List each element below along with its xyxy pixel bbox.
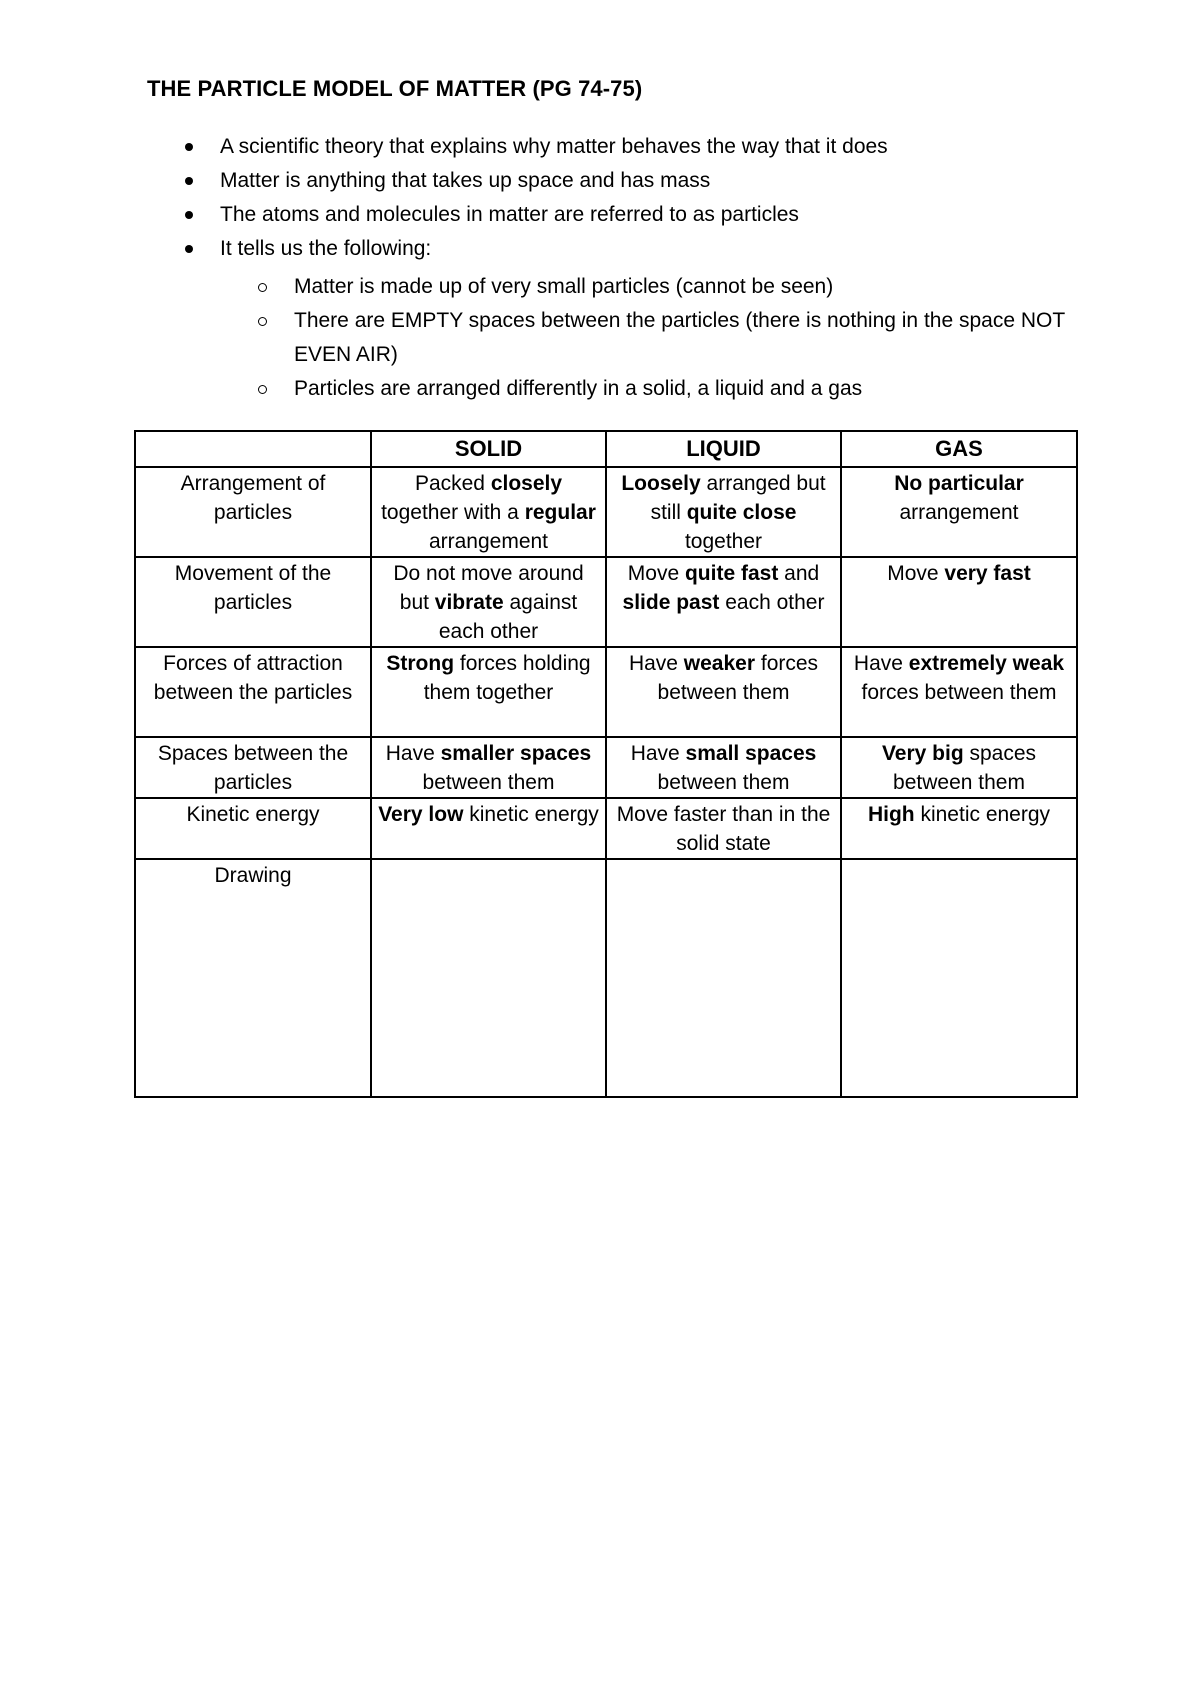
table-row bbox=[135, 647, 1077, 737]
cell-gas bbox=[841, 647, 1077, 737]
hollow-bullet-icon bbox=[258, 283, 267, 292]
table-row bbox=[135, 467, 1077, 557]
cell-solid bbox=[371, 647, 606, 737]
table-row bbox=[135, 798, 1077, 859]
cell-gas bbox=[841, 557, 1077, 647]
sub-bullet-list bbox=[258, 270, 1074, 406]
hollow-bullet-icon bbox=[258, 317, 267, 326]
bullet-item bbox=[186, 198, 888, 232]
bold-text: Very low bbox=[378, 803, 464, 826]
cell-text: arrangement bbox=[899, 501, 1019, 524]
cell-text: Have bbox=[628, 652, 684, 675]
bold-text: vibrate bbox=[434, 591, 504, 614]
sub-bullet-item bbox=[258, 372, 1074, 406]
bullet-text: Matter is anything that takes up space and has mass bbox=[220, 169, 711, 192]
bullet-item bbox=[186, 232, 888, 266]
cell-text: against each other bbox=[438, 591, 578, 643]
row-label-cell: Forces of attraction between the particles bbox=[135, 647, 371, 737]
cell-text: each other bbox=[719, 591, 825, 614]
cell-text: spaces between them bbox=[893, 742, 1037, 794]
cell-text: arrangement bbox=[428, 530, 549, 553]
bullet-text: A scientific theory that explains why matter behaves the way that it does bbox=[220, 135, 888, 158]
row-label-cell: Arrangement of particles bbox=[135, 467, 371, 557]
bullet-icon bbox=[185, 245, 193, 253]
bold-text: No particular bbox=[894, 472, 1024, 495]
header-cell-empty bbox=[135, 431, 371, 467]
table-header-row bbox=[135, 431, 1077, 467]
bullet-icon bbox=[185, 143, 193, 151]
bold-text: Strong bbox=[386, 652, 455, 675]
cell-liquid bbox=[606, 467, 841, 557]
bold-text: quite close bbox=[686, 501, 797, 524]
cell-text: forces between them bbox=[861, 681, 1057, 704]
sub-bullet-item bbox=[258, 270, 1074, 304]
bold-text: extremely weak bbox=[908, 652, 1065, 675]
row-label-cell: Movement of the particles bbox=[135, 557, 371, 647]
cell-solid bbox=[371, 798, 606, 859]
cell-gas bbox=[841, 467, 1077, 557]
bullet-text: The atoms and molecules in matter are referred to as particles bbox=[220, 203, 799, 226]
table-row bbox=[135, 737, 1077, 798]
bullet-item bbox=[186, 164, 888, 198]
cell-liquid bbox=[606, 798, 841, 859]
cell-text: together with a bbox=[381, 501, 525, 524]
bullet-icon bbox=[185, 177, 193, 185]
bullet-list bbox=[186, 130, 888, 266]
cell-text: Have bbox=[630, 742, 686, 765]
sub-bullet-item bbox=[258, 304, 1074, 372]
cell-solid bbox=[371, 467, 606, 557]
cell-text: between them bbox=[657, 771, 790, 794]
sub-bullet-text: Particles are arranged differently in a solid, a liquid and a gas bbox=[294, 377, 863, 400]
bold-text: High bbox=[867, 803, 915, 826]
bullet-text: It tells us the following: bbox=[220, 237, 432, 260]
cell-text: forces between them bbox=[657, 652, 819, 704]
cell-text: kinetic energy bbox=[463, 803, 599, 826]
cell-text: Have bbox=[853, 652, 909, 675]
bullet-item bbox=[186, 130, 888, 164]
bullet-icon bbox=[185, 211, 193, 219]
hollow-bullet-icon bbox=[258, 385, 267, 394]
cell-text: between them bbox=[422, 771, 555, 794]
cell-liquid bbox=[606, 647, 841, 737]
header-cell-gas: GAS bbox=[841, 431, 1077, 467]
sub-bullet-text: There are EMPTY spaces between the particles (there is nothing in the space NOT EVEN AIR) bbox=[294, 309, 1065, 366]
cell-text: Packed bbox=[414, 472, 491, 495]
bold-text: quite fast bbox=[684, 562, 779, 585]
row-label-cell: Kinetic energy bbox=[135, 798, 371, 859]
table-row bbox=[135, 859, 1077, 1097]
table-row bbox=[135, 557, 1077, 647]
cell-text: Move bbox=[627, 562, 685, 585]
cell-text: kinetic energy bbox=[914, 803, 1051, 826]
cell-liquid bbox=[606, 737, 841, 798]
bold-text: Loosely bbox=[621, 472, 701, 495]
cell-gas bbox=[841, 798, 1077, 859]
bold-text: slide past bbox=[622, 591, 720, 614]
cell-text: forces holding them together bbox=[423, 652, 591, 704]
cell-text: Do not move around but bbox=[393, 562, 584, 614]
page-title: THE PARTICLE MODEL OF MATTER (PG 74-75) bbox=[147, 76, 643, 101]
cell-liquid bbox=[606, 859, 841, 1097]
cell-text: Have bbox=[385, 742, 441, 765]
cell-solid bbox=[371, 859, 606, 1097]
states-of-matter-table bbox=[134, 430, 1078, 1098]
cell-text: Move faster than in the solid state bbox=[616, 803, 831, 855]
cell-gas bbox=[841, 859, 1077, 1097]
sub-bullet-text: Matter is made up of very small particles (cannot be seen) bbox=[294, 275, 834, 298]
cell-solid bbox=[371, 737, 606, 798]
bold-text: regular bbox=[524, 501, 596, 524]
bold-text: small spaces bbox=[685, 742, 817, 765]
cell-text: Move bbox=[887, 562, 945, 585]
bold-text: very fast bbox=[944, 562, 1031, 585]
cell-text: arranged but still bbox=[650, 472, 826, 524]
cell-text: together bbox=[684, 530, 763, 553]
cell-text: and bbox=[778, 562, 820, 585]
bold-text: Very big bbox=[881, 742, 964, 765]
header-cell-liquid: LIQUID bbox=[606, 431, 841, 467]
bold-text: closely bbox=[490, 472, 563, 495]
cell-gas bbox=[841, 737, 1077, 798]
bold-text: weaker bbox=[683, 652, 756, 675]
row-label-cell: Spaces between the particles bbox=[135, 737, 371, 798]
row-label-cell: Drawing bbox=[135, 859, 371, 1097]
header-cell-solid: SOLID bbox=[371, 431, 606, 467]
cell-solid bbox=[371, 557, 606, 647]
bold-text: smaller spaces bbox=[440, 742, 592, 765]
cell-liquid bbox=[606, 557, 841, 647]
